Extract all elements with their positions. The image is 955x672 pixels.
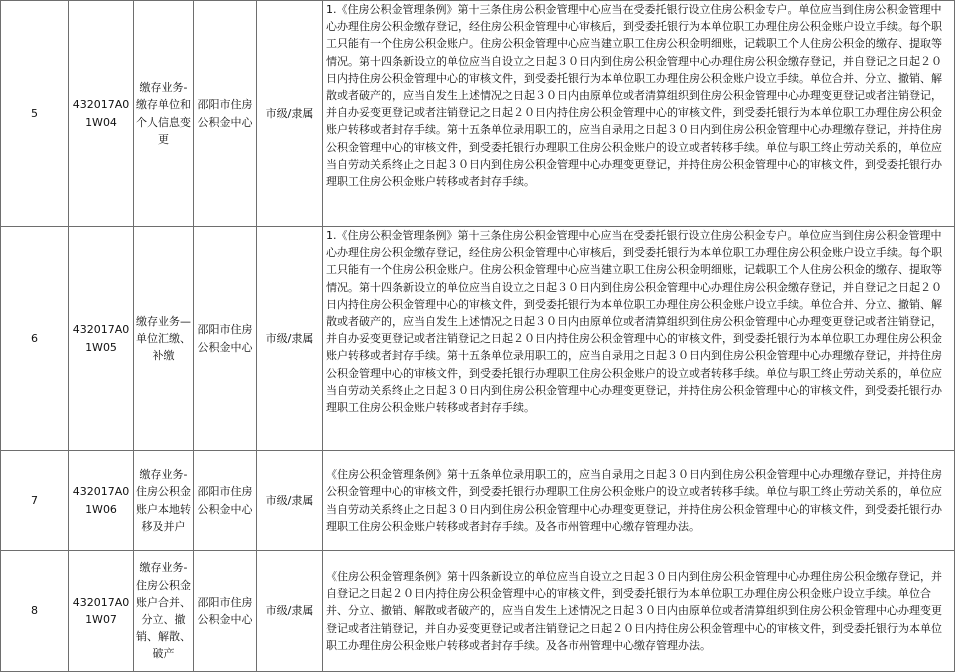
admin-level: 市级/隶属 — [257, 227, 323, 451]
department: 邵阳市住房公积金中心 — [194, 227, 257, 451]
admin-level: 市级/隶属 — [257, 551, 323, 672]
business-name: 缴存业务—单位汇缴、补缴 — [134, 227, 194, 451]
item-code: 432017A01W04 — [69, 1, 134, 227]
row-number: 8 — [1, 551, 69, 672]
legal-basis: 《住房公积金管理条例》第十五条单位录用职工的，应当自录用之日起３０日内到住房公积金管理中心办理缴存登记，并持住房公积金管理中心的审核文件，到受委托银行办理职工住房公积金账户的设立或者转移手续。单位与职工终止劳动关系的，单位应当自劳动关系终止之日起３０日内到住房公积金管理中心办理变更登记，并持住房公积金管理中心的审核文件，到受委托银行办理职工住房公积金账户转移或者封存手续。及各市州管理中心缴存管理办法。 — [323, 451, 955, 551]
department: 邵阳市住房公积金中心 — [194, 451, 257, 551]
department: 邵阳市住房公积金中心 — [194, 551, 257, 672]
legal-basis: 1.《住房公积金管理条例》第十三条住房公积金管理中心应当在受委托银行设立住房公积金专户。单位应当到住房公积金管理中心办理住房公积金缴存登记，经住房公积金管理中心审核后，到受委托银行为本单位职工办理住房公积金账户设立手续。每个职工只能有一个住房公积金账户。住房公积金管理中心应当建立职工住房公积金明细账，记载职工个人住房公积金的缴存、提取等情况。第十四条新设立的单位应当自设立之日起３０日内到住房公积金管理中心办理住房公积金缴存登记，并自登记之日起２０日内持住房公积金管理中心的审核文件，到受委托银行为本单位职工办理住房公积金账户设立手续。单位合并、分立、撤销、解散或者破产的，应当自发生上述情况之日起３０日内由原单位或者清算组织到住房公积金管理中心办理变更登记或者注销登记，并自办妥变更登记或者注销登记之日起２０日内持住房公积金管理中心的审核文件，到受委托银行为本单位职工办理住房公积金账户转移或者封存手续。第十五条单位录用职工的，应当自录用之日起３０日内到住房公积金管理中心办理缴存登记，并持住房公积金管理中心的审核文件，到受委托银行办理职工住房公积金账户的设立或者转移手续。单位与职工终止劳动关系的，单位应当自劳动关系终止之日起３０日内到住房公积金管理中心办理变更登记，并持住房公积金管理中心的审核文件，到受委托银行办理职工住房公积金账户转移或者封存手续。 — [323, 227, 955, 451]
table-row — [1, 551, 955, 672]
table-row — [1, 227, 955, 451]
row-number: 7 — [1, 451, 69, 551]
table-row — [1, 451, 955, 551]
row-number: 5 — [1, 1, 69, 227]
table-row — [1, 1, 955, 227]
department: 邵阳市住房公积金中心 — [194, 1, 257, 227]
admin-level: 市级/隶属 — [257, 451, 323, 551]
legal-basis: 1.《住房公积金管理条例》第十三条住房公积金管理中心应当在受委托银行设立住房公积金专户。单位应当到住房公积金管理中心办理住房公积金缴存登记，经住房公积金管理中心审核后，到受委托银行为本单位职工办理住房公积金账户设立手续。每个职工只能有一个住房公积金账户。住房公积金管理中心应当建立职工住房公积金明细账，记载职工个人住房公积金的缴存、提取等情况。第十四条新设立的单位应当自设立之日起３０日内到住房公积金管理中心办理住房公积金缴存登记，并自登记之日起２０日内持住房公积金管理中心的审核文件，到受委托银行为本单位职工办理住房公积金账户设立手续。单位合并、分立、撤销、解散或者破产的，应当自发生上述情况之日起３０日内由原单位或者清算组织到住房公积金管理中心办理变更登记或者注销登记，并自办妥变更登记或者注销登记之日起２０日内持住房公积金管理中心的审核文件，到受委托银行为本单位职工办理住房公积金账户转移或者封存手续。第十五条单位录用职工的，应当自录用之日起３０日内到住房公积金管理中心办理缴存登记，并持住房公积金管理中心的审核文件，到受委托银行办理职工住房公积金账户的设立或者转移手续。单位与职工终止劳动关系的，单位应当自劳动关系终止之日起３０日内到住房公积金管理中心办理变更登记，并持住房公积金管理中心的审核文件，到受委托银行办理职工住房公积金账户转移或者封存手续。 — [323, 1, 955, 227]
item-code: 432017A01W05 — [69, 227, 134, 451]
item-code: 432017A01W07 — [69, 551, 134, 672]
legal-basis: 《住房公积金管理条例》第十四条新设立的单位应当自设立之日起３０日内到住房公积金管理中心办理住房公积金缴存登记，并自登记之日起２０日内持住房公积金管理中心的审核文件，到受委托银行为本单位职工办理住房公积金账户设立手续。单位合并、分立、撤销、解散或者破产的，应当自发生上述情况之日起３０日内由原单位或者清算组织到住房公积金管理中心办理变更登记或者注销登记，并自办妥变更登记或者注销登记之日起２０日内持住房公积金管理中心的审核文件，到受委托银行为本单位职工办理住房公积金账户转移或者封存手续。及各市州管理中心缴存管理办法。 — [323, 551, 955, 672]
business-name: 缴存业务-住房公积金账户本地转移及并户 — [134, 451, 194, 551]
business-name: 缴存业务-住房公积金账户合并、分立、撤销、解散、破产 — [134, 551, 194, 672]
admin-level: 市级/隶属 — [257, 1, 323, 227]
row-number: 6 — [1, 227, 69, 451]
item-code: 432017A01W06 — [69, 451, 134, 551]
business-name: 缴存业务-缴存单位和个人信息变更 — [134, 1, 194, 227]
